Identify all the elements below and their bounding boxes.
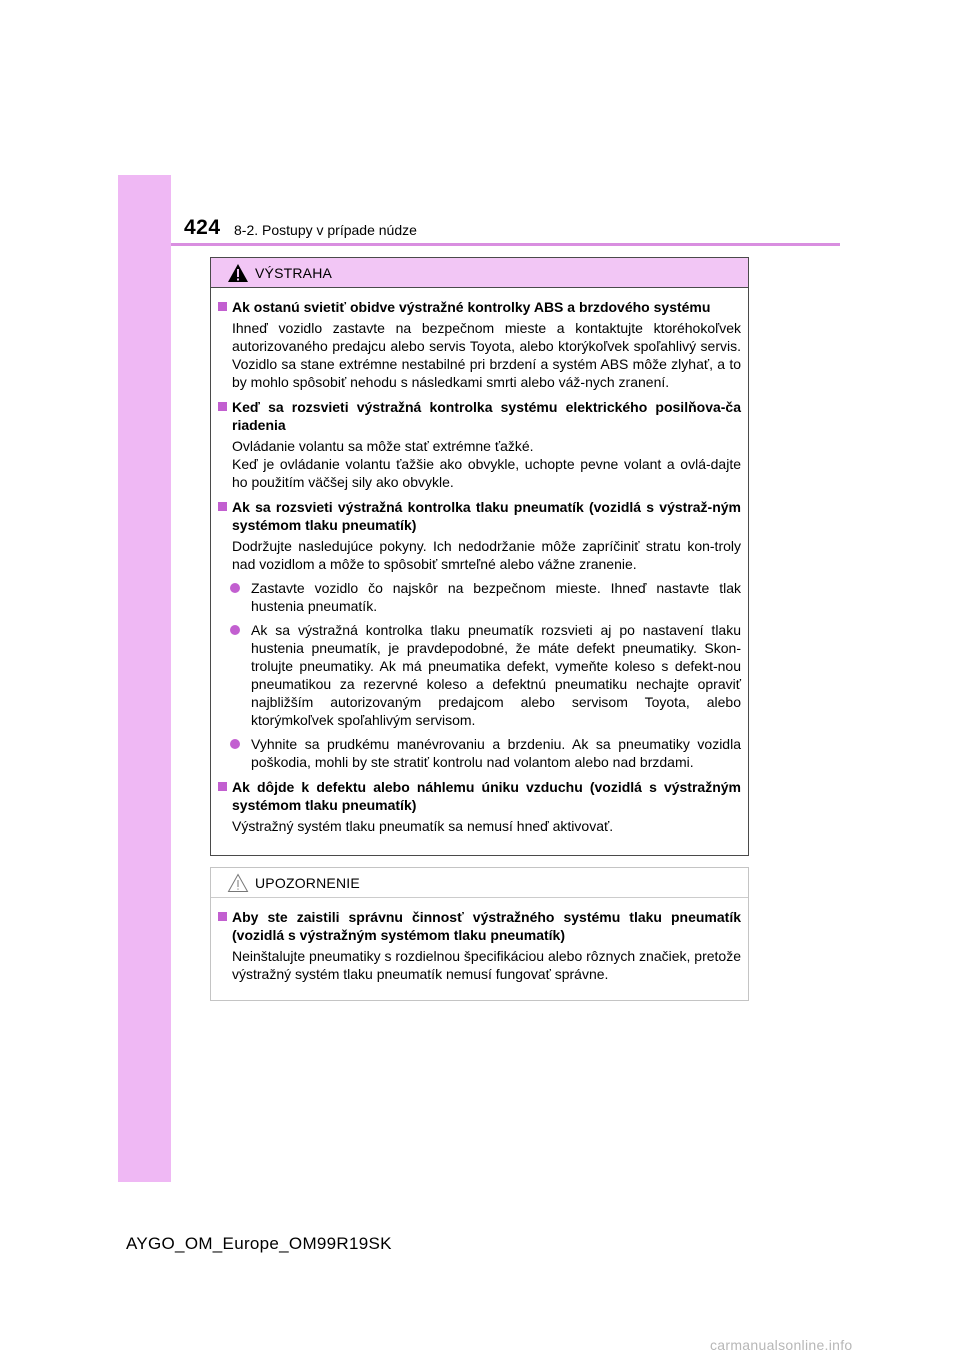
warning-item-text: Dodržujte nasledujúce pokyny. Ich nedodržanie môže zapríčiniť stratu kon-troly nad vozidlom a môže to spôsobiť smrteľné alebo vážne zranenie. — [232, 538, 741, 572]
warning-item-title-row — [218, 298, 741, 316]
warning-bullet — [225, 735, 741, 771]
caution-item-title: Aby ste zaistili správnu činnosť výstražného systému tlaku pneumatík (vozidlá s výstražným systémom tlaku pneumatík) — [232, 909, 741, 943]
warning-item-title-row — [218, 778, 741, 814]
section-title: 8-2. Postupy v prípade núdze — [234, 222, 417, 238]
caution-item-text: Neinštalujte pneumatiky s rozdielnou špecifikáciou alebo rôznych značiek, pretože výstražný systém tlaku pneumatík nemusí fungovať správne. — [232, 948, 741, 982]
warning-item-title: Ak ostanú svietiť obidve výstražné kontrolky ABS a brzdového systému — [232, 299, 711, 315]
caution-item — [218, 908, 741, 983]
page-number: 424 — [184, 216, 221, 239]
caution-box-body — [211, 898, 748, 983]
warning-label: VÝSTRAHA — [255, 265, 333, 281]
warning-item — [218, 298, 741, 391]
warning-box-header — [211, 258, 748, 288]
warning-triangle-icon — [227, 263, 249, 283]
warning-box-body — [211, 288, 748, 835]
warning-item — [218, 498, 741, 771]
caution-box — [210, 867, 749, 1001]
warning-item-title-row — [218, 398, 741, 434]
round-bullet-icon — [230, 583, 240, 593]
warning-item-title: Ak sa rozsvieti výstražná kontrolka tlaku pneumatík (vozidlá s výstraž-ným systémom tlaku pneumatík) — [232, 499, 741, 533]
caution-box-header — [211, 868, 748, 898]
round-bullet-icon — [230, 625, 240, 635]
warning-item-text: Ihneď vozidlo zastavte na bezpečnom mieste a kontaktujte ktoréhokoľvek autorizovaného predajcu alebo servis Toyota, alebo ktorýkoľvek spoľahlivý servis. Vozidlo sa stane extrémne nestabilné pri brzdení a systém ABS môže zlyhať, a to by mohlo spôsobiť nehodu s následkami smrti alebo váž-nych zranení. — [232, 320, 741, 390]
warning-item — [218, 398, 741, 491]
warning-bullet-text: Zastavte vozidlo čo najskôr na bezpečnom mieste. Ihneď nastavte tlak hustenia pneumatík. — [251, 580, 741, 614]
document-code: AYGO_OM_Europe_OM99R19SK — [126, 1234, 392, 1253]
warning-bullet — [225, 621, 741, 729]
chapter-side-tab — [118, 175, 171, 1182]
square-bullet-icon — [218, 502, 227, 511]
caution-item-title-row — [218, 908, 741, 944]
square-bullet-icon — [218, 402, 227, 411]
square-bullet-icon — [218, 302, 227, 311]
warning-box — [210, 257, 749, 856]
watermark: carmanualsonline.info — [710, 1337, 853, 1353]
caution-label: UPOZORNENIE — [255, 875, 360, 891]
warning-item-title-row — [218, 498, 741, 534]
warning-item — [218, 778, 741, 835]
header-rule — [171, 243, 840, 246]
round-bullet-icon — [230, 739, 240, 749]
warning-bullet-text: Vyhnite sa prudkému manévrovaniu a brzdeniu. Ak sa pneumatiky vozidla poškodia, mohli by ste stratiť kontrolu nad volantom alebo nad brzdami. — [251, 736, 741, 770]
caution-triangle-icon — [227, 873, 249, 893]
warning-item-title: Ak dôjde k defektu alebo náhlemu úniku vzduchu (vozidlá s výstražným systémom tlaku pneumatík) — [232, 779, 741, 813]
warning-item-text: Výstražný systém tlaku pneumatík sa nemusí hneď aktivovať. — [232, 818, 614, 834]
square-bullet-icon — [218, 782, 227, 791]
warning-item-text: Ovládanie volantu sa môže stať extrémne ťažké. Keď je ovládanie volantu ťažšie ako obvykle, uchopte pevne volant a ovlá-dajte ho použitím väčšej sily ako obvykle. — [232, 438, 741, 490]
square-bullet-icon — [218, 912, 227, 921]
warning-bullet-text: Ak sa výstražná kontrolka tlaku pneumatík rozsvieti aj po nastavení tlaku hustenia pneumatík, je pravdepodobné, že máte defekt pneumatiky. Skon-trolujte pneumatiky. Ak má pneumatika defekt, vymeňte koleso s defekt-nou pneumatikou za rezervné koleso a defektnú pneumatiku nechajte opraviť najbližším autorizovaným predajcom alebo servisom Toyota, alebo ktorýmkoľvek spoľahlivým servisom. — [251, 622, 741, 728]
warning-bullet — [225, 579, 741, 615]
warning-item-title: Keď sa rozsvieti výstražná kontrolka systému elektrického posilňova-ča riadenia — [232, 399, 741, 433]
